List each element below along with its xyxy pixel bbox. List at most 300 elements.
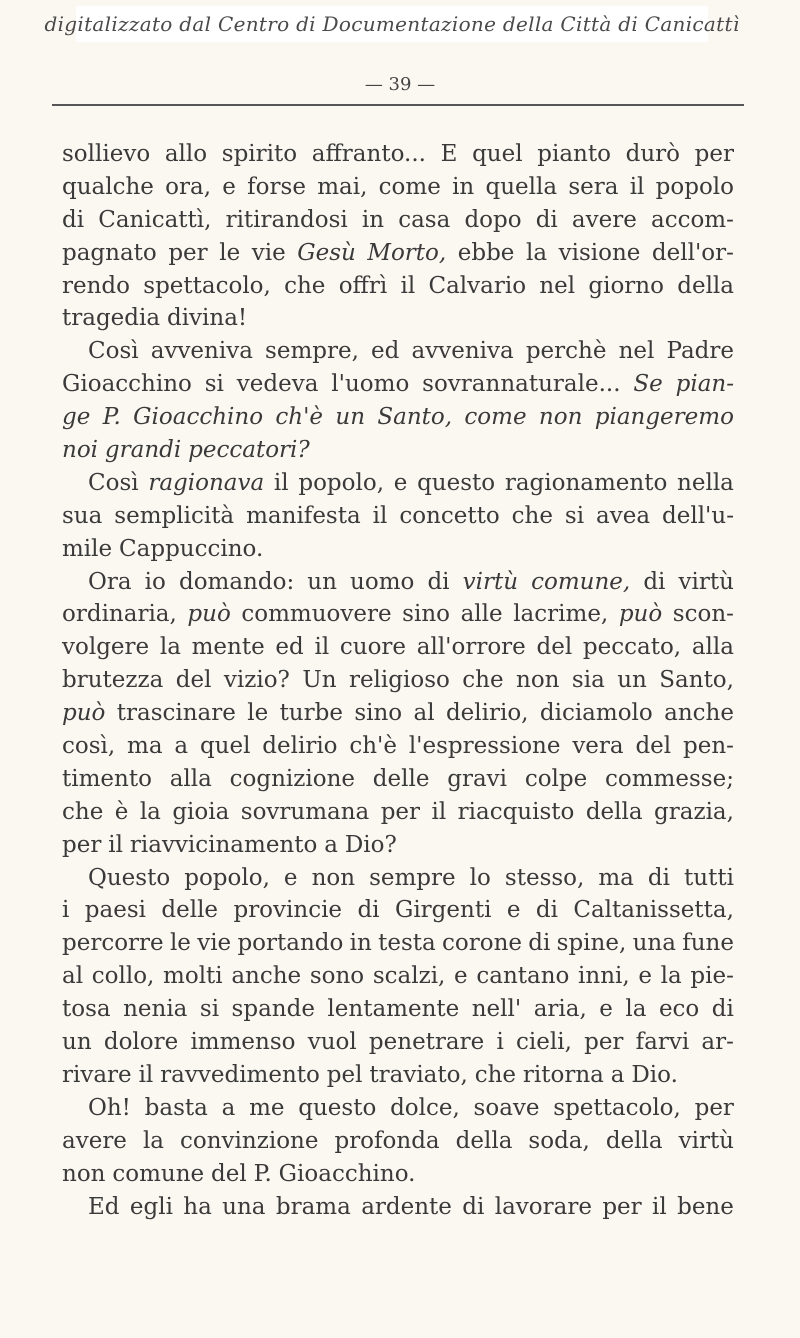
text-word: l'uomo [331,371,410,398]
text-word: avveniva [411,338,514,365]
text-word: sempre [369,864,456,891]
text-line [62,171,734,204]
text-word: di [62,206,85,233]
text-word: della [677,272,734,299]
text-word: Cappuccino. [119,535,264,562]
text-word: l'espressione [408,733,561,760]
text-line [62,993,734,1026]
text-word: rendo [62,272,130,299]
text-line [62,796,734,829]
text-word: e [393,469,408,496]
text-word: un [617,667,647,694]
text-word: in [452,173,475,200]
text-word: la [625,996,647,1023]
text-word: di [357,897,380,924]
text-word: brama [275,1193,351,1220]
text-word: Dio? [344,831,397,858]
text-line [62,302,734,335]
text-word: per [694,141,734,167]
text-word: e [506,897,521,924]
text-word: grandi [104,437,182,464]
text-word: cieli, [516,1029,572,1056]
text-word: spettacolo, [553,1094,681,1121]
text-word: comune, [531,568,631,595]
text-word: la [660,963,682,990]
text-word: traviato, [369,1061,468,1088]
text-word: virtù [462,568,519,595]
text-word: perchè [525,338,607,365]
text-word: di [535,206,558,233]
text-word: tosa [62,996,111,1023]
text-word: non [311,864,356,891]
text-word: anche [231,963,302,990]
text-word: che [62,798,104,825]
text-word: può [618,601,663,628]
text-word: ordinaria, [62,601,177,628]
text-word: diciamolo [539,700,653,727]
text-word: turbe [279,700,343,727]
text-word: di [647,864,671,891]
text-word: del [536,634,573,661]
text-word: la [159,634,181,661]
text-word: avveniva [150,338,253,365]
text-word: Dio. [631,1061,678,1088]
text-line [62,960,734,993]
text-word: di [643,568,666,595]
text-word: riavvicinamento [129,831,318,858]
text-word: nel [539,272,576,299]
text-word: timento [62,765,152,792]
text-word: Padre [666,338,734,365]
text-word: basta [144,1094,208,1121]
text-word: non [538,404,583,431]
text-word: Se [633,371,663,398]
text-word: giorno [588,272,664,299]
text-word: colpe [524,765,588,792]
text-word: che [462,667,504,694]
text-word: per [168,239,208,266]
text-word: della [585,798,643,825]
text-word: del [211,1160,247,1187]
text-word: peccato, [582,634,682,661]
text-word: a [610,1061,625,1088]
text-word: Questo [88,864,171,891]
text-word: di [462,1193,485,1220]
text-word: commuovere [241,601,392,628]
text-word: molti [163,963,223,990]
text-word: dell'or- [651,239,734,266]
text-word: dell'u- [662,502,734,529]
text-word: grazia, [654,798,734,825]
text-word: pel [326,1061,363,1088]
text-word: il [652,1193,667,1220]
text-word: ma [598,864,634,891]
text-word: al [413,700,435,727]
text-word: offrì [338,272,388,299]
text-word: Ora [88,568,132,595]
text-word: vedeva [236,371,319,398]
text-line [62,1125,734,1158]
text-word: le [169,930,191,957]
text-word: a [221,1094,236,1121]
text-word: sua [62,502,103,529]
text-word: ed [371,338,400,365]
text-word: del [635,733,672,760]
text-word: il [108,831,123,858]
text-line [62,434,734,467]
text-word: vie [251,239,286,266]
text-word: i [496,1029,504,1056]
text-word: della [455,1127,513,1154]
text-word: delirio, [445,700,529,727]
text-word: sino [402,601,450,628]
text-word: sovrumana [240,798,370,825]
text-word: lacrime, [513,601,609,628]
text-word: vuol [307,1029,357,1056]
text-word: un [62,1029,92,1056]
text-word: Caltanissetta, [573,897,734,924]
text-word: ha [183,1193,212,1220]
text-word: spirito [221,141,298,167]
text-line [62,138,734,171]
text-word: portando [237,930,344,957]
text-word: quella [485,173,558,200]
text-word: scalzi, [372,963,446,990]
text-word: divina! [166,305,248,332]
text-word: soave [473,1094,540,1121]
text-word: anche [664,700,734,727]
text-word: di [711,996,734,1023]
text-word: un [335,404,366,431]
text-line [62,204,734,237]
text-word: le [219,239,241,266]
text-word: cuore [339,634,407,661]
text-word: dolce, [390,1094,460,1121]
text-word: e [222,173,236,200]
text-word: pie- [690,963,734,990]
text-word: soda, [528,1127,590,1154]
text-word: pagnato [62,239,157,266]
text-line [62,598,734,631]
text-line [62,1092,734,1125]
text-word: delle [161,897,219,924]
page-number: — 39 — [364,74,436,95]
text-word: di [427,568,450,595]
text-word: Così [88,338,139,365]
text-word: sia [571,667,605,694]
text-word: bene [677,1193,734,1220]
text-word: sovrannaturale... [422,371,621,398]
text-word: trascinare [116,700,236,727]
digitization-watermark [44,6,740,42]
text-word: ora, [165,173,212,200]
text-word: dolore [103,1029,179,1056]
body-text [62,138,734,1223]
text-word: quel [199,733,251,760]
text-word: il [629,173,645,200]
header-rule [52,104,744,106]
text-word: e [283,864,298,891]
text-word: per [584,1029,624,1056]
text-line [62,927,734,960]
text-word: ebbe [457,239,515,266]
text-word: vie [197,930,232,957]
text-word: visione [558,239,641,266]
text-line [62,368,734,401]
text-word: farvi [635,1029,690,1056]
text-word: Oh! [88,1094,131,1121]
text-word: un [307,568,337,595]
text-word: forse [247,173,306,200]
text-word: mai, [317,173,368,200]
text-line [62,894,734,927]
text-word: spine, [556,930,627,957]
text-word: alle [460,601,503,628]
text-word: la [142,1127,165,1154]
text-word: quel [472,141,523,167]
text-word: Santo, [377,404,453,431]
text-word: nenia [123,996,188,1023]
text-word: ravvedimento [160,1061,320,1088]
text-word: qualche [62,173,154,200]
text-word: il [431,798,447,825]
text-word: ritorna [522,1061,604,1088]
text-word: ed [275,634,304,661]
text-word: Gioacchino [62,371,192,398]
text-word: gioia [172,798,230,825]
text-line [62,566,734,599]
text-line [62,1191,734,1224]
watermark-text: digitalizzato dal Centro di Documentazione della Città di Canicattì [44,12,740,36]
text-word: mile [62,535,113,562]
text-word: tragedia [62,305,161,332]
text-word: aria, [533,996,587,1023]
text-word: avere [62,1127,127,1154]
text-word: popolo, [184,864,270,891]
text-word: non [516,667,560,694]
text-word: collo, [91,963,155,990]
text-line [62,335,734,368]
text-line [62,1059,734,1092]
text-word: del [175,667,212,694]
text-word: scon- [672,601,734,628]
text-word: di [535,897,558,924]
text-word: che [474,1061,516,1088]
text-word: nella [677,469,734,496]
text-word: a [174,733,189,760]
text-word: manifesta [246,502,361,529]
text-line [62,401,734,434]
text-word: ge [62,404,91,431]
text-word: Santo, [659,667,734,694]
text-word: una [632,930,676,957]
text-word: percorre [62,930,164,957]
text-word: sempre, [265,338,359,365]
text-word: alla [169,765,212,792]
text-line [62,237,734,270]
text-word: spande [231,996,315,1023]
text-word: pen- [682,733,734,760]
text-word: uomo [350,568,415,595]
text-word: e [638,963,652,990]
text-word: noi [62,437,99,464]
text-word: casa [398,206,451,233]
text-word: mente [191,634,265,661]
text-word: questo [417,469,496,496]
text-line [62,829,734,862]
text-word: penetrare [368,1029,485,1056]
text-word: fune [682,930,734,957]
text-word: Morto, [367,239,447,266]
text-word: popolo [655,173,734,200]
text-word: come [378,173,441,200]
text-word: avea [596,502,651,529]
text-word: testa [378,930,436,957]
text-word: alla [691,634,734,661]
text-word: P. [253,1160,272,1187]
text-word: nel [618,338,655,365]
text-word: Gesù [297,239,356,266]
text-word: inni, [578,963,630,990]
text-word: volgere [62,634,150,661]
text-word: e [454,963,468,990]
text-word: per [694,1094,734,1121]
text-word: virtù [678,568,734,595]
text-word: provincie [233,897,343,924]
text-word: spettacolo, [143,272,271,299]
text-word: sera [568,173,619,200]
text-line [62,467,734,500]
text-word: corone [442,930,522,957]
text-word: gravi [447,765,508,792]
text-word: virtù [678,1127,734,1154]
text-word: profonda [334,1127,440,1154]
text-word: dopo [464,206,522,233]
text-word: questo [298,1094,377,1121]
text-word: rivare [62,1061,132,1088]
text-word: il [273,469,289,496]
text-line [62,763,734,796]
text-word: si [204,371,224,398]
text-word: paesi [84,897,146,924]
text-word: avere [571,206,637,233]
text-word: vera [572,733,624,760]
text-word: Un [302,667,337,694]
text-word: Gioacchino [133,404,264,431]
text-word: per [62,831,102,858]
text-word: semplicità [114,502,235,529]
text-word: come [464,404,527,431]
text-word: nell' [471,996,522,1023]
text-word: pian- [675,371,734,398]
text-word: la [139,798,161,825]
text-word: piangeremo [594,404,734,431]
text-word: popolo, [298,469,385,496]
text-word: per [602,1193,642,1220]
text-word: e [599,996,613,1023]
text-word: all'orrore [416,634,526,661]
text-word: peccatori? [188,437,310,464]
text-word: Canicattì, [98,206,212,233]
text-word: Così [88,469,139,496]
text-line [62,1158,734,1191]
text-word: domando: [178,568,295,595]
text-word: delle [372,765,430,792]
text-word: i [62,897,70,924]
text-line [62,697,734,730]
text-word: al [62,963,84,990]
text-word: così, [62,733,116,760]
text-line [62,1026,734,1059]
text-line [62,664,734,697]
text-word: il [138,1061,154,1088]
text-word: me [249,1094,285,1121]
text-word: delirio [262,733,338,760]
text-word: affranto... [311,141,426,167]
text-word: il [372,502,388,529]
text-word: pianto [537,141,611,167]
text-word: che [284,272,326,299]
text-word: ragionamento [504,469,668,496]
text-word: non [62,1160,106,1187]
text-word: in [361,206,385,233]
text-word: ar- [701,1029,734,1056]
text-word: riacquisto [457,798,575,825]
text-word: si [199,996,220,1023]
text-word: E [440,141,458,167]
text-word: Calvario [428,272,527,299]
text-word: che [511,502,553,529]
text-word: commesse; [605,765,734,792]
text-line [62,730,734,763]
text-word: concetto [399,502,500,529]
text-word: comune [112,1160,205,1187]
text-word: Gioacchino. [278,1160,416,1187]
text-word: ch'è [275,404,324,431]
text-word: il [400,272,416,299]
text-word: accom- [650,206,734,233]
text-word: Girgenti [394,897,492,924]
text-word: in [349,930,372,957]
text-word: vizio? [223,667,290,694]
text-word: sono [309,963,365,990]
text-word: può [187,601,231,628]
text-word: lo [469,864,491,891]
text-line [62,631,734,664]
text-word: brutezza [62,667,164,694]
text-word: della [605,1127,663,1154]
text-word: stesso, [504,864,585,891]
text-word: per [380,798,421,825]
text-word: durò [625,141,680,167]
text-word: immenso [190,1029,296,1056]
text-word: ardente [361,1193,452,1220]
text-word: allo [164,141,208,167]
text-word: ch'è [349,733,397,760]
text-word: si [564,502,585,529]
text-word: il [314,634,330,661]
text-word: eco [658,996,700,1023]
text-word: la [525,239,548,266]
text-word: io [144,568,166,595]
text-word: cantano [476,963,570,990]
text-word: tutti [684,864,734,891]
text-line [62,270,734,303]
text-word: può [62,700,106,727]
text-word: ma [127,733,163,760]
text-word: sino [354,700,403,727]
text-word: sollievo [62,141,151,167]
